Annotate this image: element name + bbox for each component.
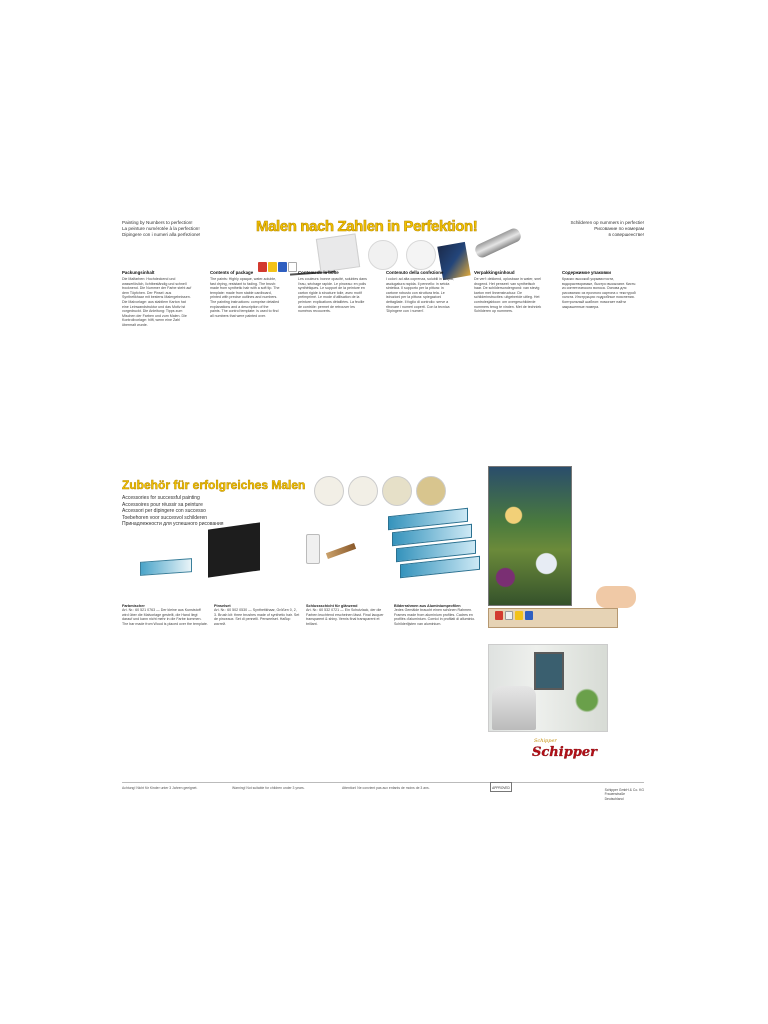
column-text: Краски: высокой укрывистости, водорастворимые, быстро высыхают. Кисть: из синтетического волоса. Основа для рисования: из прочного картона с текстурой холста. Инструкция: подробные пояснения. Контрольный шаблон: помогает найти закрашенные номера. [562,277,637,309]
accessories-subtitle-ru: Принадлежности для успешного рисования [122,521,224,528]
column-de [122,270,192,448]
palette-pot [515,611,523,620]
warning-note: Warning! Not suitable for children under 3 years. [232,786,305,790]
header-left-slogans [122,220,200,238]
accessory-heading: Bilderrahmen aus Aluminiumprofilen [394,604,461,608]
painting-hand-image [596,586,636,608]
plant-image [574,686,600,722]
footer-warnings [122,782,644,808]
paint-pots-image [258,242,298,272]
frame-sample-circle [416,476,446,506]
approved-badge: APPROVED [490,782,512,792]
accessories-title: Zubehör für erfolgreiches Malen [122,478,306,492]
company-address [605,788,644,801]
flat-brush-image [326,543,356,559]
armchair-image [492,686,536,730]
column-text: Die Malfarben: Hochdeckend und wasserlöslich, lichtbeständig und schnell trocknend. Die Nummer der Farbe steht auf dem Töpfchen. Der Pinsel: aus Synthetikhaar mit bestens Malergebnissen. Die Malvorlage: aus stabilem Karton hat eine Leinwandstruktur und das Motiv ist vorgedruckt. Die Anleitung: Tipps zum Mischen der Farben und zum Malen. Die Kontrollvorlage: hilft, wenn eine Zahl übermalt wurde. [122,277,192,327]
framed-painting-on-wall [534,652,564,690]
mixing-bar-box-image [140,558,192,576]
brand-logo [528,738,598,764]
column-text: Les couleurs: bonne opacité, solubles dans l'eau, séchage rapide. Le pinceau: en poils synthétiques. Le support de la peinture en carton rigide à structure toile, avec motif préimprimé. Le mode d'utilisation de la peinture: explications détaillées. La feuille de contrôle: permet de retrouver les numéros recouverts. [298,277,367,314]
address-line: Frauenstraße [604,792,625,797]
varnish-bottle-image [306,534,320,564]
logo-wordmark: Schipper [532,745,597,760]
accessory-text: Art. Nr.: 60 502 0530 — Synthetikhaar, Größen 0, 2, 3. Brush kit: three brushes made of synthetic hair. Set de pinceaux. Set di pennelli. Penseelset. Набор кистей. [214,608,300,626]
slogan-ru-1: Рисование по номерам [594,226,644,231]
instruction-sheet [118,216,648,811]
accessory-heading: Pinselset [214,604,231,608]
warning-note: Achtung! Nicht für Kinder unter 3 Jahren geeignet. [122,786,198,790]
package-contents-columns [122,270,644,448]
column-it [386,270,456,448]
column-fr [298,270,368,448]
accessory-heading: Farbmischer [122,604,145,608]
frame-sample-circle [382,476,412,506]
header-right-slogans [570,220,644,238]
main-title: Malen nach Zahlen in Perfektion! [256,218,478,235]
frame-sample-circle [348,476,378,506]
paint-palette-board [488,608,618,628]
warning-note: Attention! Ne convient pas aux enfants de moins de 3 ans. [342,786,430,790]
accessories-subtitle-nl: Toebehoren voor succesvol schilderen [122,514,208,521]
accessory-column [122,604,208,772]
address-line: Deutschland [604,796,624,801]
slogan-ru-2: в совершенстве! [608,232,644,237]
instruction-circle-image [368,240,398,270]
column-en [210,270,280,448]
column-text: De verf: dekkend, oplosbaar in water, snel drogend. Het penseel: van synthetisch haar. De schildersondergrond: van stevig karton met linnenstructuur. De schilderinstructies: uitgebreide uitleg. Het controlesjabloon: om overgeschilderde nummers terug te vinden. Met de techniek Schilderen op nummers. [474,277,542,314]
accessories-subtitle-en: Accessories for successful painting [122,495,200,501]
frame-sample-circle [314,476,344,506]
accessories-columns [122,604,482,772]
brush-set-image [208,522,260,577]
frame-profile-samples [314,476,444,510]
column-heading: Contenuto della confezione [386,270,444,275]
palette-pot [525,611,533,620]
accessory-heading: Schlussschicht für glänzend [306,604,358,608]
column-heading: Verpakkingsinhoud [474,270,515,275]
column-heading: Contenu de la boîte [298,270,339,275]
accessory-column [394,604,480,772]
column-nl [474,270,544,448]
accessory-text: Art. Nr.: 60 532 0721 — Ein Schutzlack, der die Farben leuchtend erscheinen lässt. Final lacquer transparent & shiny. Vernis final transparent et brillant. [306,608,384,626]
slogan-fr: La peinture numérotée à la perfection! [122,226,200,231]
accessories-subtitles [122,495,223,528]
column-text: The paints: Highly opaque, water-soluble, fast drying, resistant to fading. The brush: made from synthetic hair with a soft tip. The template: made from stable cardboard, printed with precise outlines and numbers. The painting instructions: comprise detailed explanations and a description of the paints. The control template: is used to find all numbers that were painted over. [210,277,280,318]
palette-pot [495,611,503,620]
column-ru [562,270,640,448]
accessory-text: Art. Nr.: 60 521 0763 — Der kleine aus Kunststoff wird über die Malvorlage gestellt, die Hand liegt darauf und kann nicht mehr in die Farbe kommen. The bar made from Wood is placed over the template. [122,608,208,626]
accessories-subtitle-it: Accessori per dipingere con successo [122,508,206,515]
kit-box-stack-image [388,512,478,588]
accessory-text: Jedes Gemälde braucht einen schönen Rahmen. Frames made from aluminium profiles. Cadres en profilés d'aluminium. Cornici in profilati di alluminio. Schilderlijsten van aluminium. [394,608,476,626]
template-image [316,233,360,272]
column-text: I colori: ad alta coprenza, solubili in acqua, asciugatura rapida. Il pennello: in setola sintetica. Il supporto per la pittura: in cartone robusto con struttura tela. Le istruzioni per la pittura: spiegazioni dettagliate. Il foglio di controllo: serve a ritrovare i numeri coperti. Con la tecnica 'Dipingere con i numeri'. [386,277,454,314]
control-template-circle-image [406,240,436,270]
logo-tagline: Schipper [534,738,557,744]
slogan-en: Painting by Numbers to perfection! [122,220,193,225]
accessory-column [214,604,300,772]
accessories-subtitle-fr: Accessoires pour réussir sa peinture [122,501,203,508]
cottage-painting-image [488,466,572,606]
address-line: Schipper GmbH & Co. KG [604,788,644,792]
accessory-column [306,604,392,772]
column-heading: Packungsinhalt [122,270,155,275]
palette-pot [505,611,513,620]
slogan-it: Dipingere con i numeri alla perfezione! [122,232,201,237]
slogan-nl: Schilderen op nummers in perfectie! [570,220,644,225]
column-heading: Содержимое упаковки [562,270,611,275]
column-heading: Contents of package [210,270,254,275]
canvas-roll-image [473,227,522,260]
